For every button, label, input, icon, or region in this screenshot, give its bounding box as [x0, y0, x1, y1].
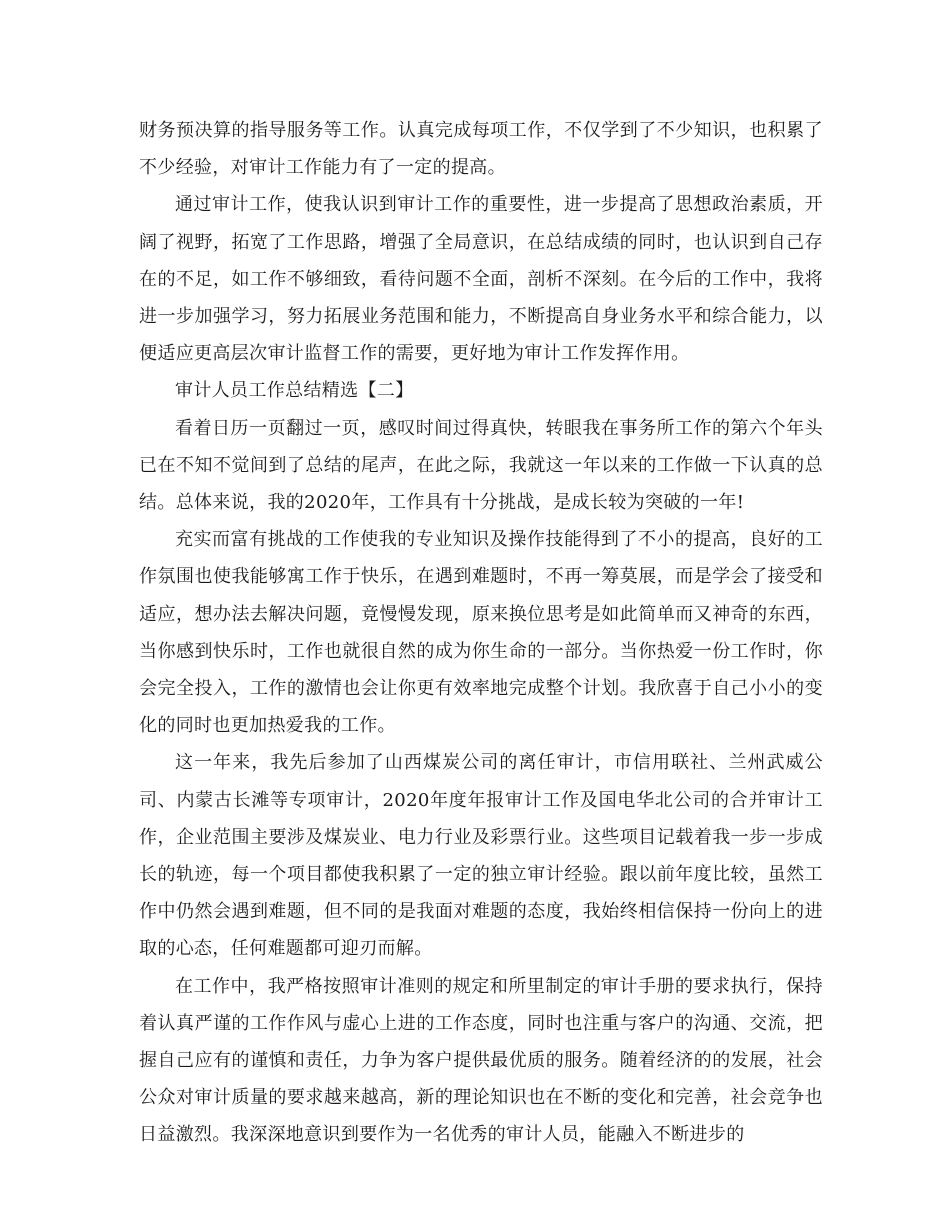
paragraph-projects: 这一年来，我先后参加了山西煤炭公司的离任审计，市信用联社、兰州武威公司、内蒙古长滩等专项审计，2020年度年报审计工作及国电华北公司的合并审计工作，企业范围主要涉及煤炭业、电力行业及彩票行业。这些项目记载着我一步一步成长的轨迹，每一个项目都使我积累了一定的独立审计经验。跟以前年度比较，虽然工作中仍然会遇到难题，但不同的是我面对难题的态度，我始终相信保持一份向上的进取的心态，任何难题都可迎刃而解。: [139, 752, 823, 960]
paragraph-audit-reflection: 通过审计工作，使我认识到审计工作的重要性，进一步提高了思想政治素质，开阔了视野，拓宽了工作思路，增强了全局意识，在总结成绩的同时，也认识到自己存在的不足，如工作不够细致，看待问题不全面，剖析不深刻。在今后的工作中，我将进一步加强学习，努力拓展业务范围和能力，不断提高自身业务水平和综合能力，以便适应更高层次审计监督工作的需要，更好地为审计工作发挥作用。: [139, 194, 823, 365]
paragraph-challenging-work: 充实而富有挑战的工作使我的专业知识及操作技能得到了不小的提高，良好的工作氛围也使我能够寓工作于快乐，在遇到难题时，不再一筹莫展，而是学会了接受和适应，想办法去解决问题，竟慢慢发现，原来换位思考是如此简单而又神奇的东西，当你感到快乐时，工作也就很自然的成为你生命的一部分。当你热爱一份工作时，你会完全投入，工作的激情也会让你更有效率地完成整个计划。我欣喜于自己小小的变化的同时也更加热爱我的工作。: [139, 529, 823, 737]
section-heading: 审计人员工作总结精选【二】: [175, 380, 414, 402]
paragraph-continuation: 财务预决算的指导服务等工作。认真完成每项工作，不仅学到了不少知识，也积累了不少经验，对审计工作能力有了一定的提高。: [139, 120, 823, 179]
paragraph-work-standards: 在工作中，我严格按照审计准则的规定和所里制定的审计手册的要求执行，保持着认真严谨的工作作风与虚心上进的工作态度，同时也注重与客户的沟通、交流，把握自己应有的谨慎和责任，力争为客户提供最优质的服务。随着经济的的发展，社会公众对审计质量的要求越来越高，新的理论知识也在不断的变化和完善，社会竞争也日益激烈。我深深地意识到要作为一名优秀的审计人员，能融入不断进步的: [139, 975, 823, 1146]
paragraph-calendar-intro: 看着日历一页翻过一页，感叹时间过得真快，转眼我在事务所工作的第六个年头已在不知不觉间到了总结的尾声，在此之际，我就这一年以来的工作做一下认真的总结。总体来说，我的2020年，工作具有十分挑战，是成长较为突破的一年!: [139, 417, 823, 514]
document-body: [139, 112, 823, 1154]
